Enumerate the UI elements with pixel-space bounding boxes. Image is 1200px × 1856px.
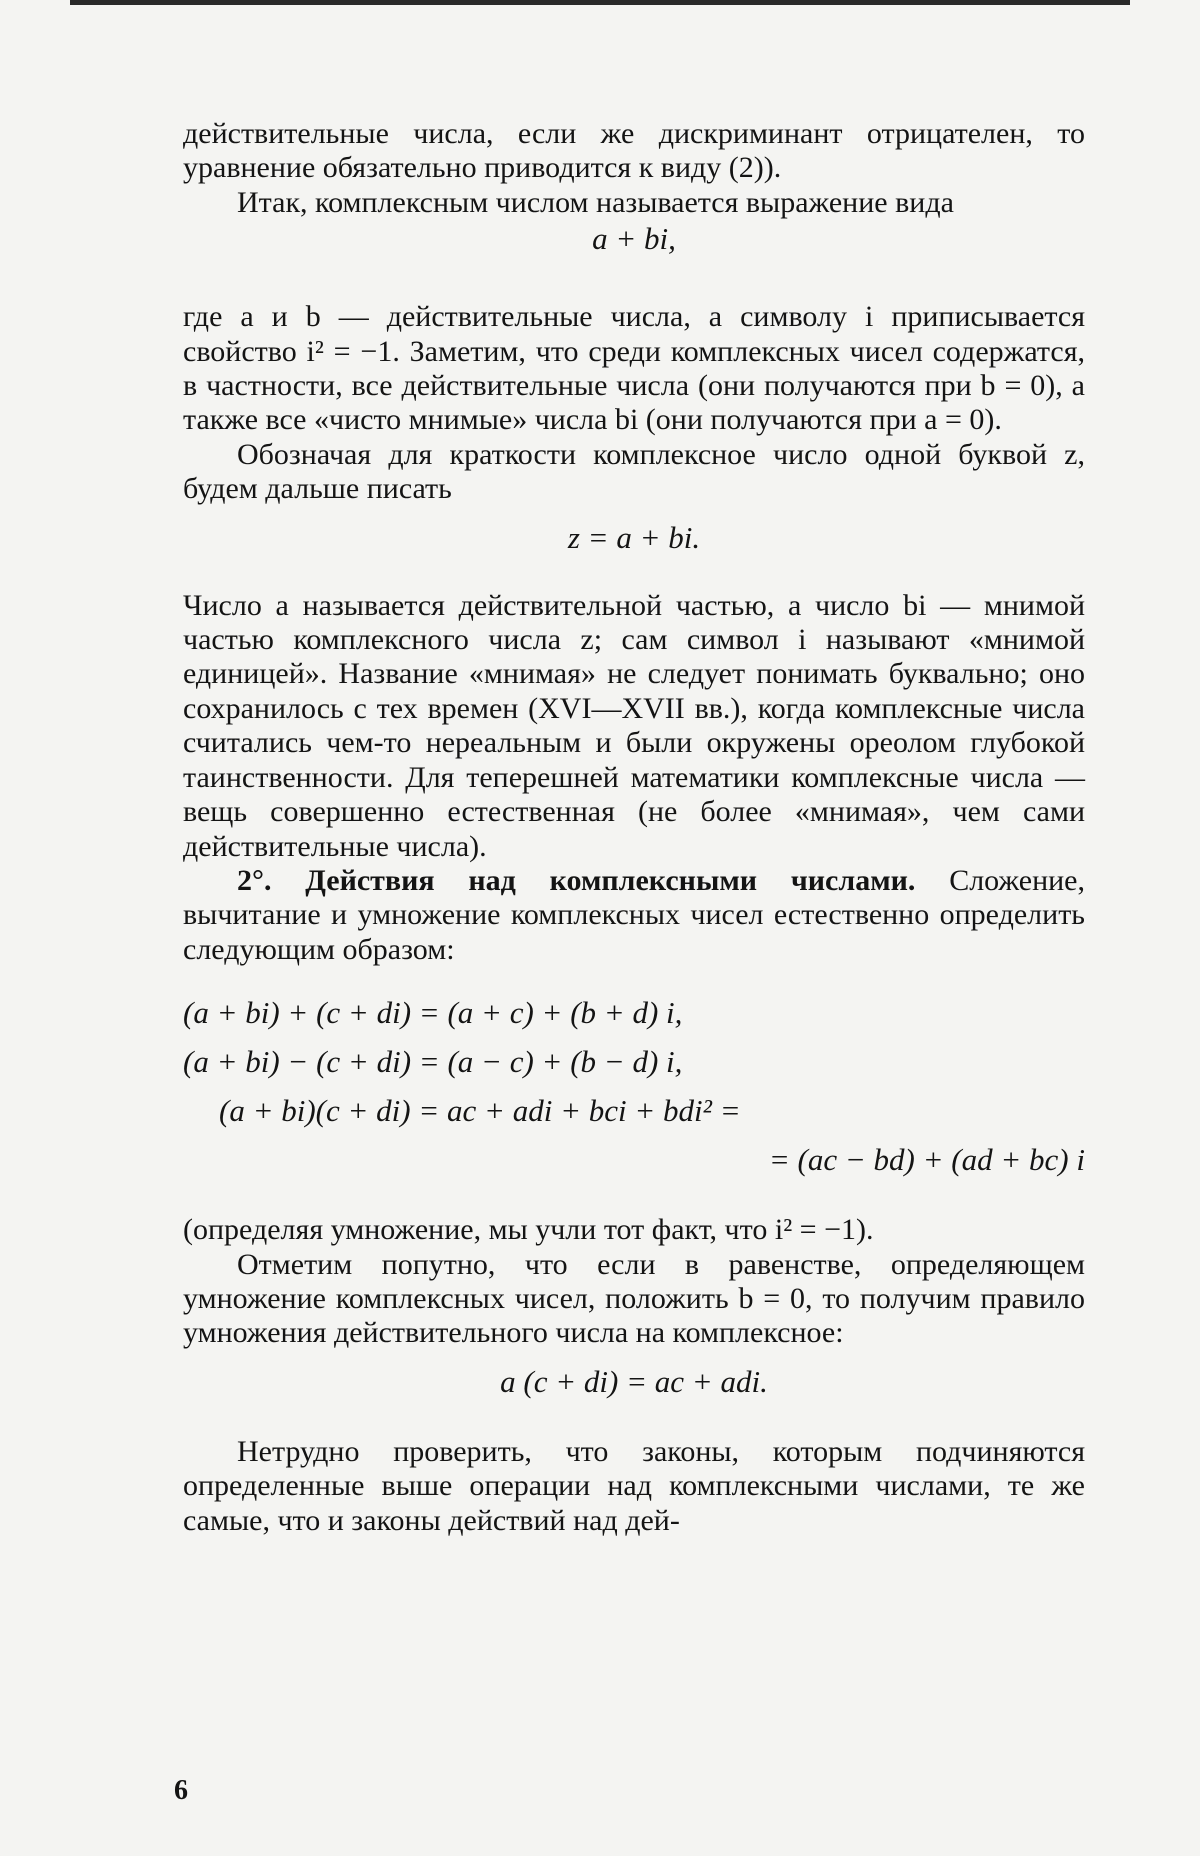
text-column xyxy=(183,117,1085,1538)
paragraph-8: Отметим попутно, что если в равенстве, определяющем умножение комплексных чисел, положить b = 0, то получим правило умножения действительного числа на комплексное: xyxy=(183,1247,1085,1350)
paragraph-6 xyxy=(183,864,1085,967)
formula-a-plus-bi: a + bi, xyxy=(592,221,676,257)
paragraph-7: (определяя умножение, мы учли тот факт, что i² = −1). xyxy=(183,1213,874,1247)
equation-multiplication: (a + bi)(c + di) = ac + adi + bci + bdi² = xyxy=(219,1093,741,1129)
formula-real-times-complex: a (c + di) = ac + adi. xyxy=(500,1363,768,1399)
paragraph-9: Нетрудно проверить, что законы, которым подчиняются определенные выше операции над комплексными числами, те же самые, что и законы действий над дей- xyxy=(183,1434,1085,1537)
formula-z: z = a + bi. xyxy=(567,519,701,555)
page-number: 6 xyxy=(174,1775,188,1806)
equation-addition: (a + bi) + (c + di) = (a + c) + (b + d) i, xyxy=(183,995,683,1031)
paragraph-1: действительные числа, если же дискриминант отрицателен, то уравнение обязательно приводится к виду (2)). xyxy=(183,117,1085,185)
paragraph-5: Число a называется действительной частью, а число bi — мнимой частью комплексного числа z; сам символ i называют «мнимой единицей». Название «мнимая» не следует понимать буквально; оно сохранилось с тех времен (XVI—XVII вв.), когда комплексные числа считались чем-то нереальным и были окружены ореолом глубокой таинственности. Для теперешней математики комплексные числа — вещь совершенно естественная (не более «мнимая», чем сами действительные числа). xyxy=(183,588,1085,863)
paragraph-2: Итак, комплексным числом называется выражение вида xyxy=(237,185,954,219)
operations-equations xyxy=(183,993,1085,1189)
equation-multiplication-result: = (ac − bd) + (ad + bc) i xyxy=(768,1142,1085,1178)
paragraph-4: Обозначая для краткости комплексное число одной буквой z, будем дальше писать xyxy=(183,437,1085,506)
section-heading: 2°. Действия над комплексными числами. xyxy=(237,863,916,897)
paragraph-6-text: Сложение, вычитание и умножение комплексных чисел естественно определить следующим образом: xyxy=(183,863,1085,966)
paragraph-3: где a и b — действительные числа, а символу i приписывается свойство i² = −1. Заметим, что среди комплексных чисел содержатся, в частности, все действительные числа (они получаются при b = 0), а также все «чисто мнимые» числа bi (они получаются при a = 0). xyxy=(183,300,1085,437)
equation-subtraction: (a + bi) − (c + di) = (a − c) + (b − d) i, xyxy=(183,1044,683,1080)
top-rule xyxy=(70,0,1130,5)
